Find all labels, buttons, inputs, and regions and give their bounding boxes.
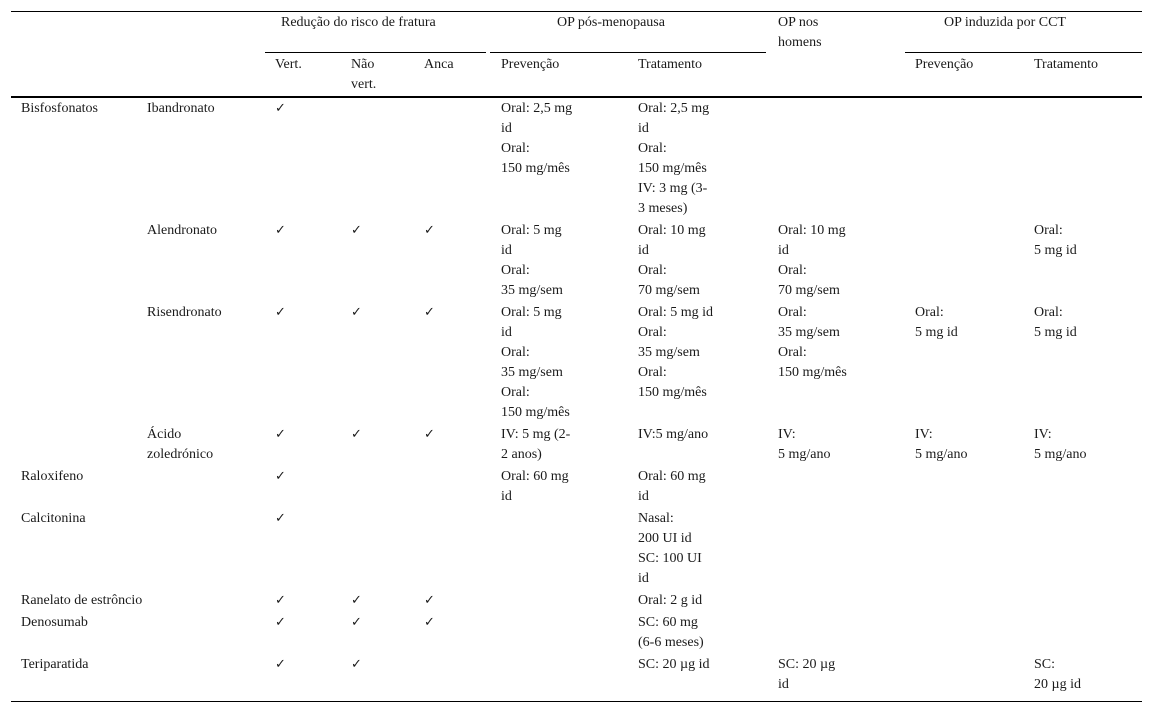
risendronato-pm-prev-2: id (501, 325, 512, 340)
alendronato-men-3: Oral: (778, 263, 807, 278)
row-drug-zoledronic-line1: Ácido (147, 427, 182, 442)
risendronato-pm-treat-5: 150 mg/mês (638, 385, 707, 400)
zoledronic-cct-treat-2: 5 mg/ano (1034, 447, 1087, 462)
risendronato-cct-treat-2: 5 mg id (1034, 325, 1077, 340)
header-rule (11, 96, 1142, 98)
row-class-teriparatida: Teriparatida (21, 657, 89, 672)
row-class-calcitonina: Calcitonina (21, 511, 86, 526)
risendronato-men-4: 150 mg/mês (778, 365, 847, 380)
alendronato-pm-prev-3: Oral: (501, 263, 530, 278)
header-postmenopause: OP pós-menopausa (557, 15, 665, 30)
zoledronic-cct-treat-1: IV: (1034, 427, 1052, 442)
ranelato-pm-treat: Oral: 2 g id (638, 593, 703, 608)
ibandronato-pm-treat-4: 150 mg/mês (638, 161, 707, 176)
calcitonina-pm-treat-3: SC: 100 UI (638, 551, 702, 566)
row-drug-alendronato: Alendronato (147, 223, 217, 238)
risendronato-pm-prev-3: Oral: (501, 345, 530, 360)
alendronato-pm-prev-1: Oral: 5 mg (501, 223, 562, 238)
raloxifeno-pm-treat-1: Oral: 60 mg (638, 469, 706, 484)
top-rule (11, 11, 1142, 12)
risendronato-pm-treat-4: Oral: (638, 365, 667, 380)
denosumab-pm-treat-2: (6-6 meses) (638, 635, 704, 650)
check-denosumab-vert: ✓ (275, 615, 286, 630)
row-class-denosumab: Denosumab (21, 615, 88, 630)
row-drug-ibandronato: Ibandronato (147, 101, 215, 116)
risendronato-pm-treat-2: Oral: (638, 325, 667, 340)
raloxifeno-pm-treat-2: id (638, 489, 649, 504)
zoledronic-cct-prev-2: 5 mg/ano (915, 447, 968, 462)
raloxifeno-pm-prev-2: id (501, 489, 512, 504)
row-class-raloxifeno: Raloxifeno (21, 469, 84, 484)
check-risendronato-hip: ✓ (424, 305, 435, 320)
check-denosumab-hip: ✓ (424, 615, 435, 630)
zoledronic-pm-prev-1: IV: 5 mg (2- (501, 427, 571, 442)
risendronato-cct-treat-1: Oral: (1034, 305, 1063, 320)
header-cct: OP induzida por CCT (944, 15, 1066, 30)
row-drug-risendronato: Risendronato (147, 305, 222, 320)
risendronato-men-3: Oral: (778, 345, 807, 360)
check-zoledronic-nonvert: ✓ (351, 427, 362, 442)
check-ibandronato-vert: ✓ (275, 101, 286, 116)
risendronato-pm-treat-1: Oral: 5 mg id (638, 305, 714, 320)
ibandronato-pm-treat-6: 3 meses) (638, 201, 688, 216)
teriparatida-cct-treat-2: 20 µg id (1034, 677, 1081, 692)
subheader-nonvert-line2: vert. (351, 77, 377, 92)
check-teriparatida-vert: ✓ (275, 657, 286, 672)
risendronato-pm-prev-4: 35 mg/sem (501, 365, 563, 380)
teriparatida-men-1: SC: 20 µg (778, 657, 836, 672)
subheader-cct-treatment: Tratamento (1034, 57, 1099, 72)
check-ranelato-vert: ✓ (275, 593, 286, 608)
ibandronato-pm-prev-2: id (501, 121, 512, 136)
ibandronato-pm-prev-4: 150 mg/mês (501, 161, 570, 176)
subheader-pm-treatment: Tratamento (638, 57, 703, 72)
ibandronato-pm-prev-3: Oral: (501, 141, 530, 156)
alendronato-cct-treat-2: 5 mg id (1034, 243, 1077, 258)
alendronato-men-4: 70 mg/sem (778, 283, 840, 298)
zoledronic-men-1: IV: (778, 427, 796, 442)
zoledronic-men-2: 5 mg/ano (778, 447, 831, 462)
check-ranelato-hip: ✓ (424, 593, 435, 608)
risendronato-pm-prev-6: 150 mg/mês (501, 405, 570, 420)
risendronato-cct-prev-2: 5 mg id (915, 325, 958, 340)
ibandronato-pm-prev-1: Oral: 2,5 mg (501, 101, 573, 116)
teriparatida-pm-treat: SC: 20 µg id (638, 657, 710, 672)
check-zoledronic-hip: ✓ (424, 427, 435, 442)
subheader-pm-prevention: Prevenção (501, 57, 560, 72)
check-raloxifeno-vert: ✓ (275, 469, 286, 484)
teriparatida-men-2: id (778, 677, 789, 692)
alendronato-men-2: id (778, 243, 789, 258)
alendronato-cct-treat-1: Oral: (1034, 223, 1063, 238)
raloxifeno-pm-prev-1: Oral: 60 mg (501, 469, 569, 484)
ibandronato-pm-treat-1: Oral: 2,5 mg (638, 101, 710, 116)
check-alendronato-hip: ✓ (424, 223, 435, 238)
row-class-ranelato: Ranelato de estrôncio (21, 593, 143, 608)
row-class-bisphosphonates: Bisfosfonatos (21, 101, 98, 116)
subheader-hip: Anca (424, 57, 454, 72)
calcitonina-pm-treat-2: 200 UI id (638, 531, 692, 546)
check-risendronato-vert: ✓ (275, 305, 286, 320)
header-men-line1: OP nos (778, 15, 819, 30)
check-denosumab-nonvert: ✓ (351, 615, 362, 630)
alendronato-pm-treat-4: 70 mg/sem (638, 283, 700, 298)
alendronato-pm-prev-2: id (501, 243, 512, 258)
check-alendronato-vert: ✓ (275, 223, 286, 238)
subheader-vert: Vert. (275, 57, 302, 72)
bottom-rule (11, 701, 1142, 702)
zoledronic-pm-prev-2: 2 anos) (501, 447, 542, 462)
alendronato-pm-treat-3: Oral: (638, 263, 667, 278)
alendronato-pm-treat-1: Oral: 10 mg (638, 223, 706, 238)
zoledronic-pm-treat: IV:5 mg/ano (638, 427, 709, 442)
check-alendronato-nonvert: ✓ (351, 223, 362, 238)
row-drug-zoledronic-line2: zoledrónico (147, 447, 214, 462)
group-rule-cct (905, 52, 1142, 53)
subheader-nonvert-line1: Não (351, 57, 375, 72)
alendronato-pm-prev-4: 35 mg/sem (501, 283, 563, 298)
check-teriparatida-nonvert: ✓ (351, 657, 362, 672)
check-ranelato-nonvert: ✓ (351, 593, 362, 608)
header-men-line2: homens (778, 35, 822, 50)
check-calcitonina-vert: ✓ (275, 511, 286, 526)
risendronato-cct-prev-1: Oral: (915, 305, 944, 320)
zoledronic-cct-prev-1: IV: (915, 427, 933, 442)
risendronato-pm-treat-3: 35 mg/sem (638, 345, 700, 360)
denosumab-pm-treat-1: SC: 60 mg (638, 615, 698, 630)
alendronato-pm-treat-2: id (638, 243, 649, 258)
group-rule-fracture (265, 52, 486, 53)
ibandronato-pm-treat-3: Oral: (638, 141, 667, 156)
ibandronato-pm-treat-2: id (638, 121, 649, 136)
check-risendronato-nonvert: ✓ (351, 305, 362, 320)
subheader-cct-prevention: Prevenção (915, 57, 974, 72)
risendronato-pm-prev-5: Oral: (501, 385, 530, 400)
group-rule-postmeno (490, 52, 766, 53)
header-fracture-risk: Redução do risco de fratura (281, 15, 436, 30)
calcitonina-pm-treat-4: id (638, 571, 649, 586)
check-zoledronic-vert: ✓ (275, 427, 286, 442)
ibandronato-pm-treat-5: IV: 3 mg (3- (638, 181, 708, 196)
risendronato-men-1: Oral: (778, 305, 807, 320)
teriparatida-cct-treat-1: SC: (1034, 657, 1056, 672)
calcitonina-pm-treat-1: Nasal: (638, 511, 674, 526)
risendronato-pm-prev-1: Oral: 5 mg (501, 305, 562, 320)
alendronato-men-1: Oral: 10 mg (778, 223, 846, 238)
risendronato-men-2: 35 mg/sem (778, 325, 840, 340)
